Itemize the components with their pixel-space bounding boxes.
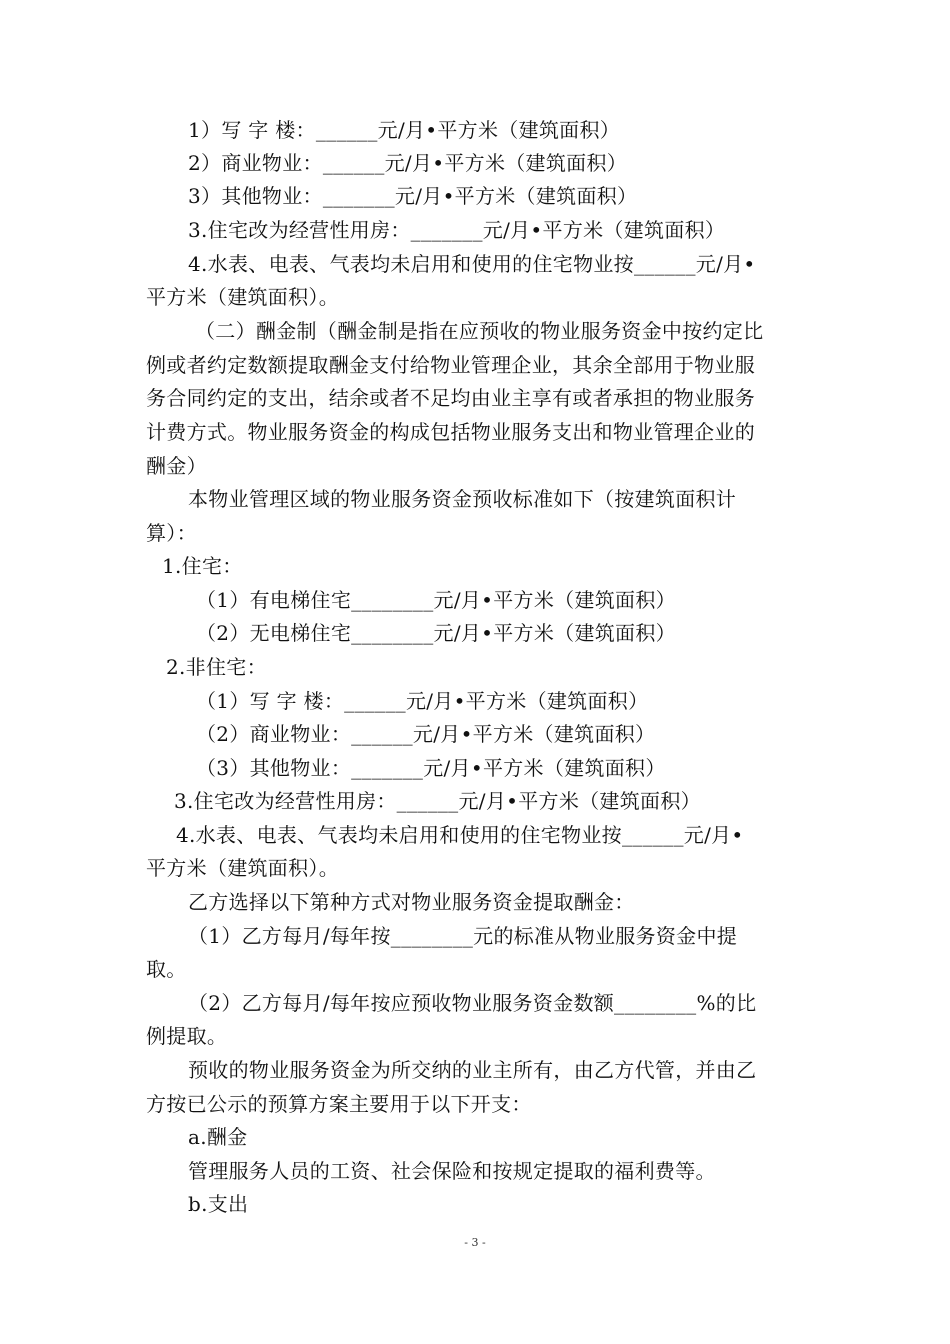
page-number: - 3 - [464,1236,486,1249]
text-line: 方按已公示的预算方案主要用于以下开支： [146,1092,532,1116]
text-line: 取。 [146,957,187,981]
text-line: 3）其他物业：_______元/月•平方米（建筑面积） [188,184,638,208]
text-line: 4.水表、电表、气表均未启用和使用的住宅物业按______元/月• [176,823,744,847]
text-line: 1.住宅： [162,554,243,578]
text-line: 例或者约定数额提取酬金支付给物业管理企业，其余全部用于物业服 [146,353,755,377]
text-line: （1）乙方每月/每年按________元的标准从物业服务资金中提 [188,924,738,948]
text-line: 2）商业物业：______元/月•平方米（建筑面积） [188,151,628,175]
text-line: （2）商业物业：______元/月•平方米（建筑面积） [196,722,656,746]
text-line: （2）无电梯住宅________元/月•平方米（建筑面积） [196,621,676,645]
text-line: 乙方选择以下第种方式对物业服务资金提取酬金： [188,890,635,914]
text-line: 平方米（建筑面积）。 [146,285,339,309]
text-line: 计费方式。物业服务资金的构成包括物业服务支出和物业管理企业的 [146,420,755,444]
text-line: 3.住宅改为经营性用房：_______元/月•平方米（建筑面积） [188,218,726,242]
text-line: 平方米（建筑面积）。 [146,856,339,880]
text-line: 酬金） [146,454,207,478]
text-line: 务合同约定的支出，结余或者不足均由业主享有或者承担的物业服务 [146,386,755,410]
text-line: （1）写 字 楼：______元/月•平方米（建筑面积） [196,689,649,713]
text-line: 2.非住宅： [166,655,267,679]
text-line: a.酬金 [188,1125,248,1149]
text-line: （3）其他物业：_______元/月•平方米（建筑面积） [196,756,666,780]
text-line: 1）写 字 楼：______元/月•平方米（建筑面积） [188,118,621,142]
text-line: 管理服务人员的工资、社会保险和按规定提取的福利费等。 [188,1159,716,1183]
text-line: 例提取。 [146,1024,228,1048]
text-line: （2）乙方每月/每年按应预收物业服务资金数额________%的比 [188,991,757,1015]
text-line: 4.水表、电表、气表均未启用和使用的住宅物业按______元/月• [188,252,756,276]
text-line: b.支出 [188,1192,249,1216]
text-line: 算）： [146,521,197,545]
text-line: 预收的物业服务资金为所交纳的业主所有，由乙方代管，并由乙 [188,1058,757,1082]
text-line: （二）酬金制（酬金制是指在应预收的物业服务资金中按约定比 [195,319,764,343]
text-line: 3.住宅改为经营性用房：______元/月•平方米（建筑面积） [174,789,701,813]
text-line: 本物业管理区域的物业服务资金预收标准如下（按建筑面积计 [188,487,737,511]
text-line: （1）有电梯住宅________元/月•平方米（建筑面积） [196,588,676,612]
